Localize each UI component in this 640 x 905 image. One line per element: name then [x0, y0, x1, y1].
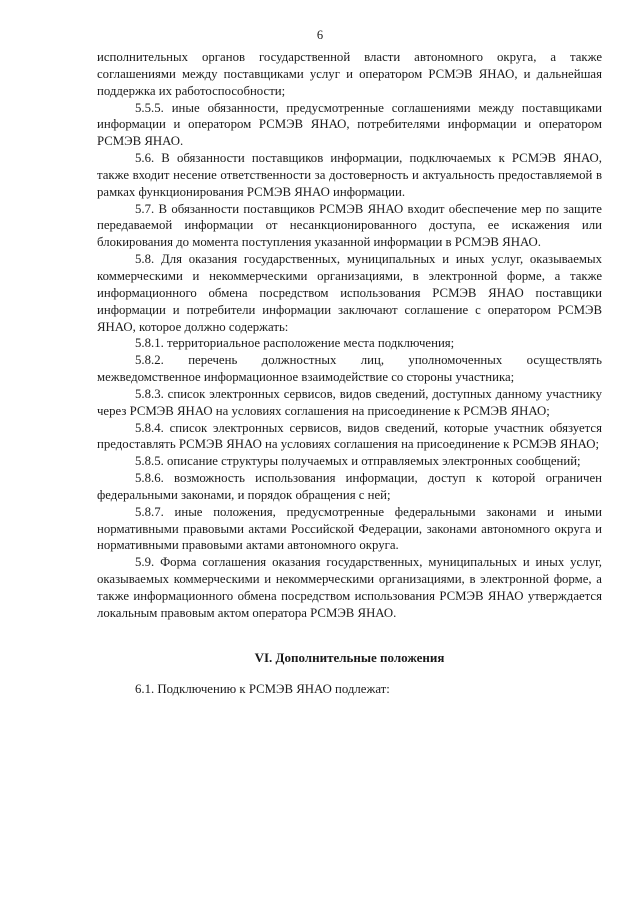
paragraph: 5.9. Форма соглашения оказания государственных, муниципальных и иных услуг, оказываемых коммерческими и некоммерческими организациями, в электронной форме, а также информационного обмена посредством использования РСМЭВ ЯНАО утверждается локальным правовым актом оператора РСМЭВ ЯНАО.: [97, 555, 602, 620]
section-heading: VI. Дополнительные положения: [254, 650, 445, 665]
document-body: [97, 49, 602, 622]
paragraph: 5.8.4. список электронных сервисов, видов сведений, которые участник обязуется предоставлять РСМЭВ ЯНАО на условиях соглашения на присоединение к РСМЭВ ЯНАО;: [97, 420, 602, 452]
page-number: 6: [316, 28, 324, 42]
paragraph: 5.8.6. возможность использования информации, доступ к которой ограничен федеральными законами, и порядок обращения с ней;: [97, 471, 602, 502]
paragraph: 5.5.5. иные обязанности, предусмотренные соглашениями между поставщиками информации и оператором РСМЭВ ЯНАО, потребителями информации и оператором РСМЭВ ЯНАО.: [97, 100, 602, 149]
paragraph: 5.8.3. список электронных сервисов, видов сведений, доступных данному участнику через РСМЭВ ЯНАО на условиях соглашения на присоединение к РСМЭВ ЯНАО;: [97, 386, 602, 418]
paragraph: 5.8.1. территориальное расположение места подключения;: [135, 336, 455, 351]
paragraph: 5.8.5. описание структуры получаемых и отправляемых электронных сообщений;: [135, 454, 581, 469]
paragraph: 5.8. Для оказания государственных, муниципальных и иных услуг, оказываемых коммерческими и некоммерческими организациями, в электронной форме, а также информационного обмена посредством использования РСМЭВ ЯНАО поставщики информации и потребители информации заключают соглашение с оператором РСМЭВ ЯНАО, которое должно содержать:: [97, 252, 602, 334]
paragraph: 5.7. В обязанности поставщиков РСМЭВ ЯНАО входит обеспечение мер по защите передаваемой информации от несанкционированного доступа, ее искажения или блокирования до момента поступления указанной информации в РСМЭВ ЯНАО.: [97, 201, 602, 250]
paragraph: 5.6. В обязанности поставщиков информации, подключаемых к РСМЭВ ЯНАО, также входит несение ответственности за достоверность и актуальность предоставляемой в рамках функционирования РСМЭВ ЯНАО информации.: [97, 151, 602, 199]
paragraph: исполнительных органов государственной власти автономного округа, а также соглашениями между поставщиками услуг и оператором РСМЭВ ЯНАО, и дальнейшая поддержка их работоспособности;: [97, 50, 602, 98]
paragraph: 6.1. Подключению к РСМЭВ ЯНАО подлежат:: [135, 682, 390, 696]
paragraph: 5.8.7. иные положения, предусмотренные федеральными законами и иными нормативными правовыми актами Российской Федерации, законами автономного округа и нормативными правовыми актами автономного округа.: [97, 504, 602, 553]
paragraph: 5.8.2. перечень должностных лиц, уполномоченных осуществлять межведомственное информационное взаимодействие со стороны участника;: [97, 353, 602, 385]
